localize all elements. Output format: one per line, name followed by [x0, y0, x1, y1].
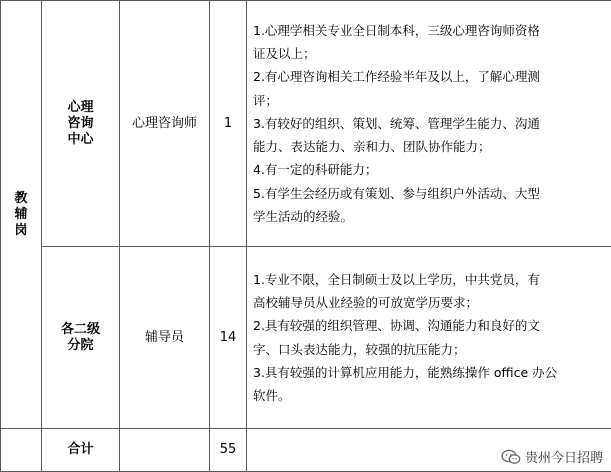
position-cell: 心理咨询师 [120, 1, 210, 247]
department-line: 各二级 [42, 322, 119, 338]
table-row [1, 247, 611, 429]
requirement-line: 1.专业不限，全日制硕士及以上学历，中共党员，有 [253, 268, 607, 291]
requirement-line: 2.有心理咨询相关工作经验半年及以上，了解心理测 [253, 65, 607, 88]
department-cell [42, 247, 120, 429]
requirement-line: 证及以上； [253, 42, 607, 65]
requirement-line: 2.具有较强的组织管理、协调、沟通能力和良好的文 [253, 314, 607, 337]
position-cell: 辅导员 [120, 247, 210, 429]
requirement-line: 5.有学生会经历或有策划、参与组织户外活动、大型 [253, 182, 607, 205]
requirement-line: 软件。 [253, 384, 607, 407]
requirement-line: 3.具有较强的计算机应用能力，能熟练操作 office 办公 [253, 361, 607, 384]
requirement-line: 能力、表达能力、亲和力、团队协作能力； [253, 135, 607, 158]
requirement-line: 评； [253, 89, 607, 112]
requirement-line: 1.心理学相关专业全日制本科，三级心理咨询师资格 [253, 19, 607, 42]
category-cell [1, 1, 42, 429]
department-line: 咨询 [42, 116, 119, 132]
requirements-cell [247, 247, 611, 429]
watermark-text: 贵州今日招聘 [525, 447, 603, 466]
category-char: 辅 [1, 207, 41, 223]
total-count: 55 [210, 429, 247, 472]
category-char: 岗 [1, 223, 41, 239]
wechat-icon [501, 449, 521, 465]
empty-cell [1, 429, 42, 472]
requirement-line: 4.有一定的科研能力； [253, 158, 607, 181]
empty-cell [120, 429, 210, 472]
requirement-line: 字、口头表达能力，较强的抗压能力； [253, 338, 607, 361]
requirement-line: 3.有较好的组织、策划、统筹、管理学生能力、沟通 [253, 112, 607, 135]
count-cell: 1 [210, 1, 247, 247]
count-cell: 14 [210, 247, 247, 429]
table-row [1, 1, 611, 247]
category-char: 教 [1, 191, 41, 207]
requirements-cell [247, 1, 611, 247]
department-line: 心理 [42, 100, 119, 116]
watermark [501, 447, 603, 466]
department-line: 中心 [42, 132, 119, 148]
department-line: 分院 [42, 338, 119, 354]
requirement-line: 学生活动的经验。 [253, 205, 607, 228]
department-cell [42, 1, 120, 247]
total-label: 合计 [42, 429, 120, 472]
requirement-line: 高校辅导员从业经验的可放宽学历要求； [253, 291, 607, 314]
